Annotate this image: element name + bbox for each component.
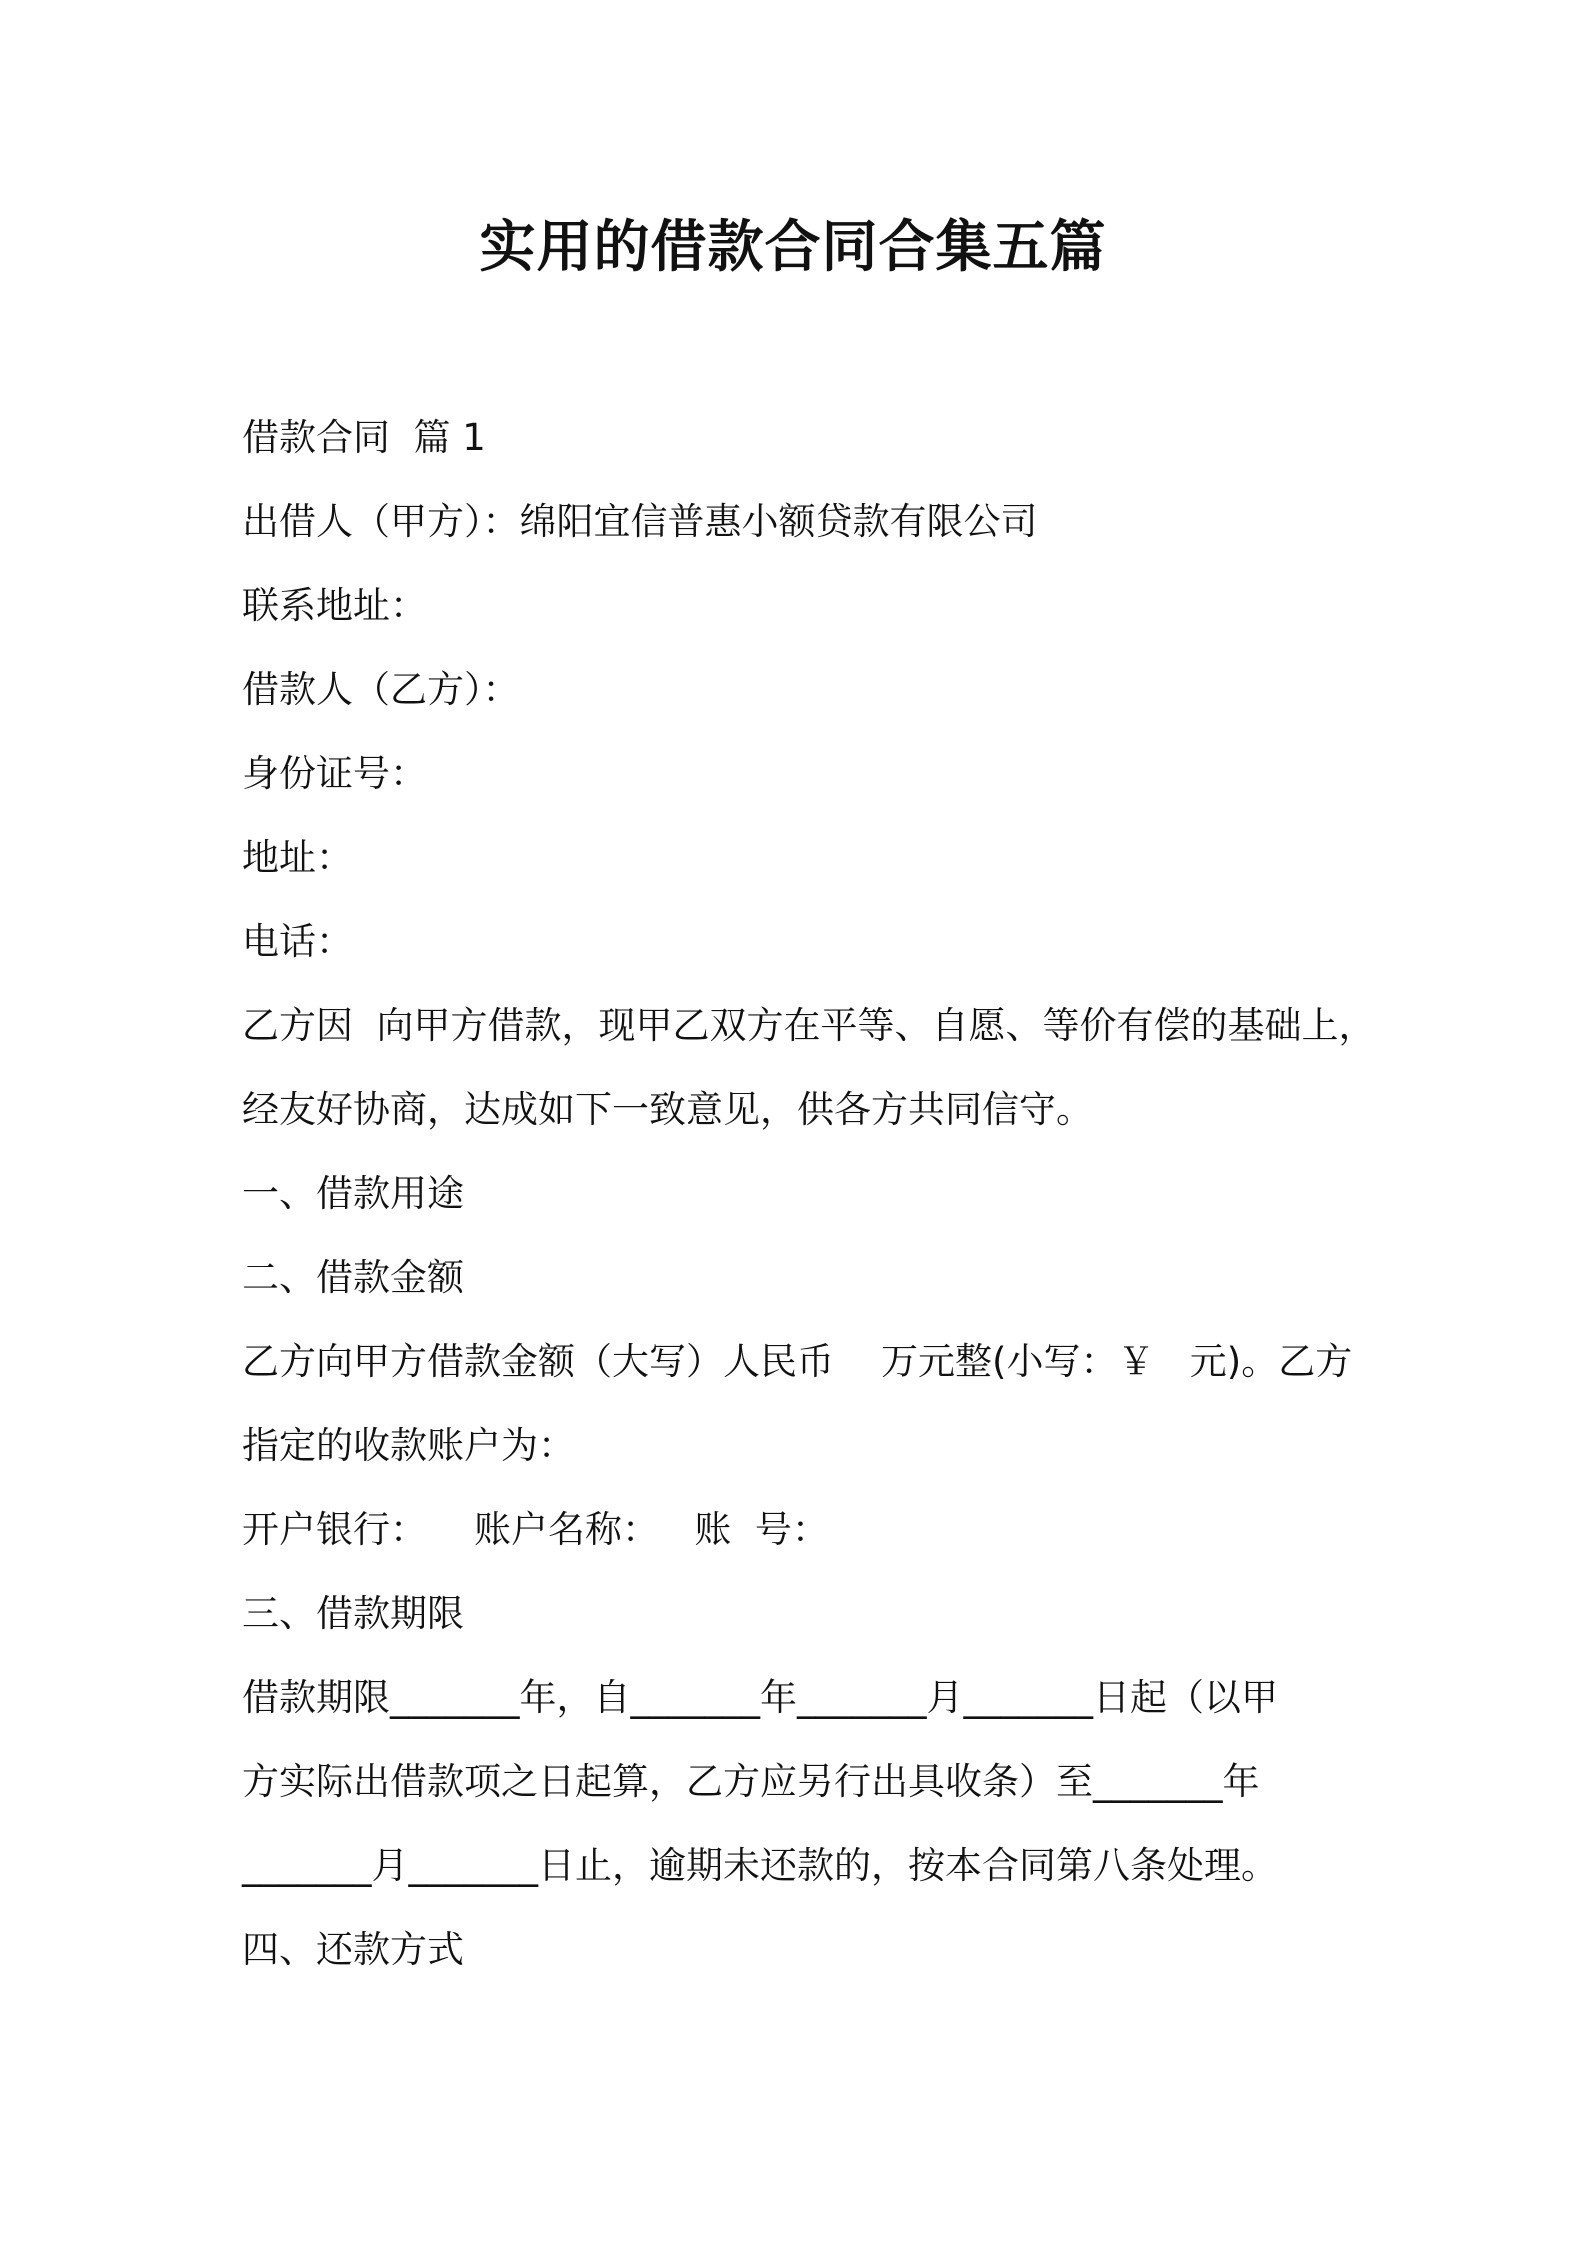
address-line: 地址：: [242, 836, 353, 879]
bank-account-line: 开户银行： 账户名称： 账 号：: [242, 1508, 829, 1551]
clause-heading: 一、借款用途: [242, 1172, 464, 1215]
paragraph-line: 乙方因 向甲方借款，现甲乙双方在平等、自愿、等价有偿的基础上，: [242, 1004, 1376, 1047]
clause-heading: 四、还款方式: [242, 1928, 464, 1971]
contact-address-line: 联系地址：: [242, 584, 427, 627]
clause-heading: 三、借款期限: [242, 1592, 464, 1635]
paragraph-line: 乙方向甲方借款金额（大写）人民币 万元整(小写：￥ 元)。乙方: [242, 1340, 1353, 1383]
paragraph-line: 借款期限_______年，自_______年_______月_______日起（以甲: [242, 1676, 1278, 1719]
document-title: 实用的借款合同合集五篇: [479, 215, 1107, 280]
paragraph-line: 经友好协商，达成如下一致意见，供各方共同信守。: [242, 1088, 1093, 1131]
paragraph-line: 方实际出借款项之日起算，乙方应另行出具收条）至_______年: [242, 1760, 1260, 1803]
paragraph-line: 指定的收款账户为：: [242, 1424, 575, 1467]
clause-heading: 二、借款金额: [242, 1256, 464, 1299]
section-heading: 借款合同 篇 1: [242, 416, 486, 459]
lender-line: 出借人（甲方）：绵阳宜信普惠小额贷款有限公司: [242, 500, 1038, 543]
id-number-line: 身份证号：: [242, 752, 427, 795]
phone-line: 电话：: [242, 920, 353, 963]
borrower-line: 借款人（乙方）：: [242, 668, 520, 711]
paragraph-line: _______月_______日止，逾期未还款的，按本合同第八条处理。: [242, 1844, 1278, 1887]
